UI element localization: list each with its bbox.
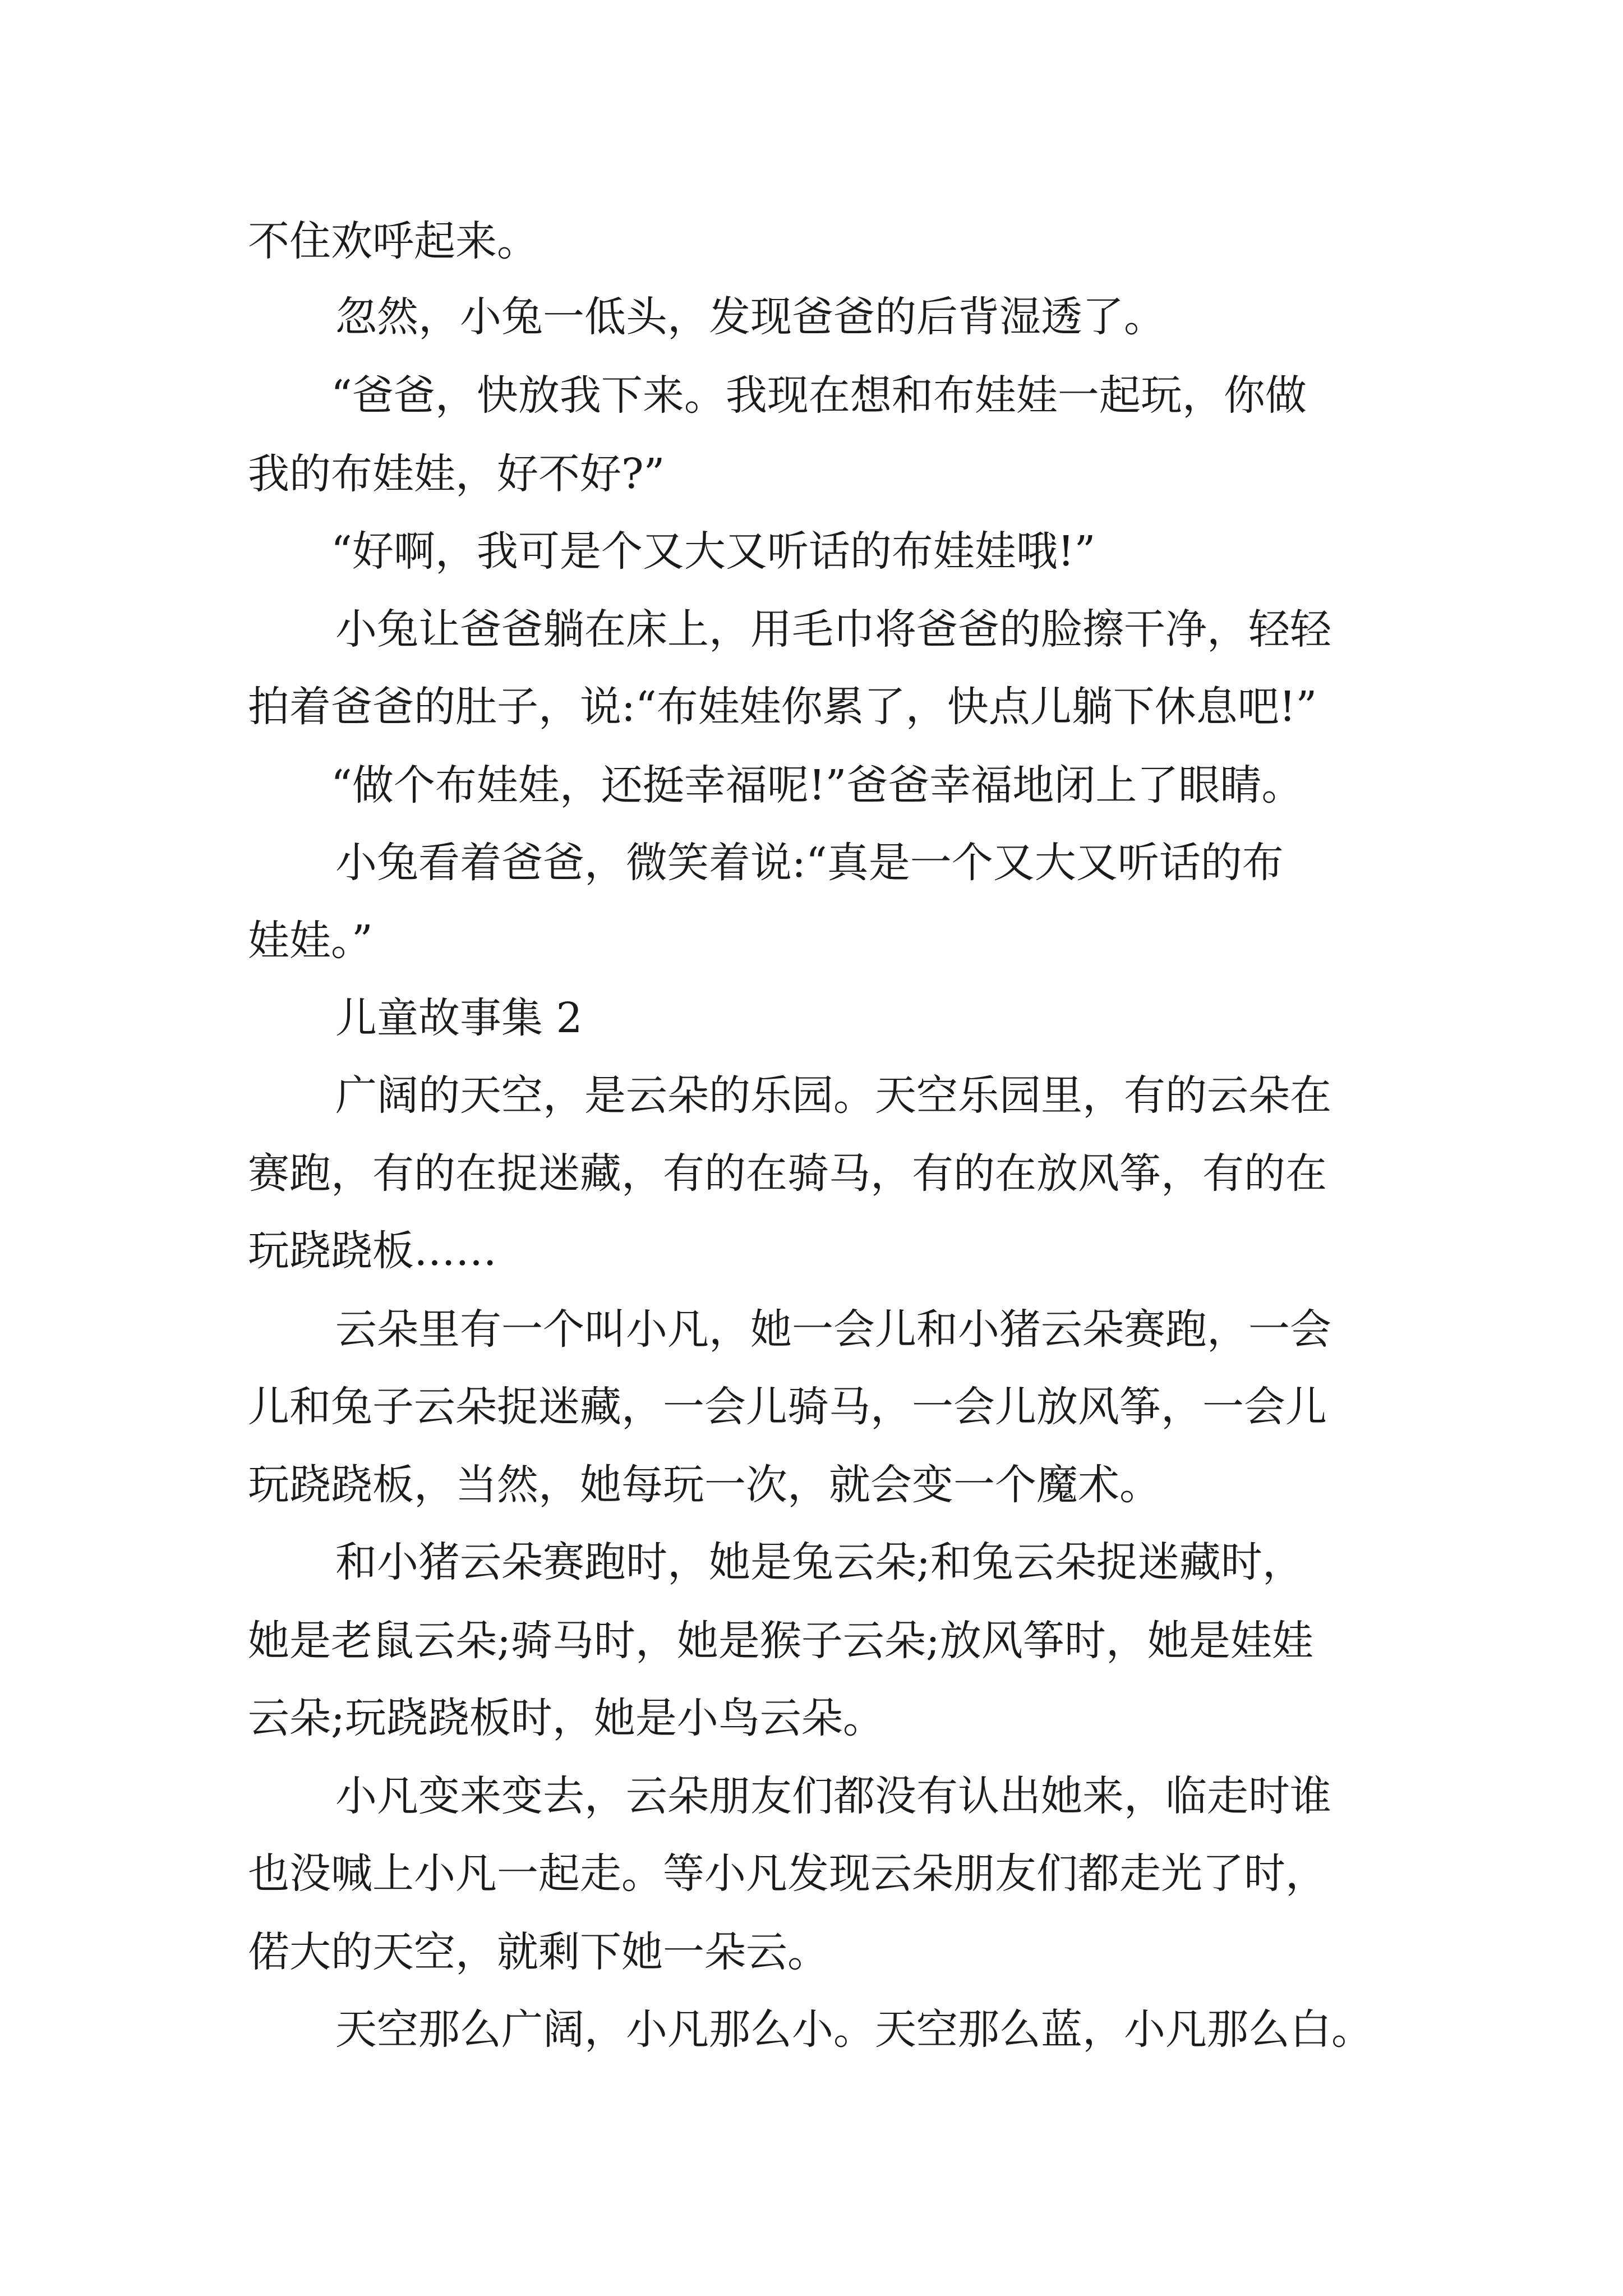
text-line: 儿和兔子云朵捉迷藏，一会儿骑马，一会儿放风筝，一会儿 (248, 1383, 1327, 1431)
text-line: 玩跷跷板…… (248, 1227, 497, 1275)
text-line: 云朵里有一个叫小凡，她一会儿和小猪云朵赛跑，一会 (335, 1305, 1331, 1354)
text-line: “好啊，我可是个又大又听话的布娃娃哦!” (331, 527, 1096, 576)
text-line: 赛跑，有的在捉迷藏，有的在骑马，有的在放风筝，有的在 (248, 1149, 1327, 1198)
text-line: 忽然，小兔一低头，发现爸爸的后背湿透了。 (335, 293, 1165, 341)
text-line: 小兔让爸爸躺在床上，用毛巾将爸爸的脸擦干净，轻轻 (335, 605, 1331, 654)
text-line: 我的布娃娃，好不好?” (248, 450, 665, 498)
text-line: 娃娃。” (248, 917, 373, 965)
text-line: 不住欢呼起来。 (248, 217, 538, 265)
section-heading: 儿童故事集 2 (335, 994, 583, 1042)
text-line: 偌大的天空，就剩下她一朵云。 (248, 1928, 829, 1976)
text-line: 小凡变来变去，云朵朋友们都没有认出她来，临走时谁 (335, 1772, 1331, 1820)
text-line: “爸爸，快放我下来。我现在想和布娃娃一起玩，你做 (331, 371, 1307, 420)
text-line: 小兔看着爸爸，微笑着说:“真是一个又大又听话的布 (335, 839, 1284, 887)
text-line: 天空那么广阔，小凡那么小。天空那么蓝，小凡那么白。 (335, 2005, 1373, 2054)
text-line: 广阔的天空，是云朵的乐园。天空乐园里，有的云朵在 (335, 1071, 1331, 1120)
text-line: 拍着爸爸的肚子，说:“布娃娃你累了，快点儿躺下休息吧!” (248, 683, 1317, 731)
text-line: “做个布娃娃，还挺幸福呢!”爸爸幸福地闭上了眼睛。 (331, 761, 1303, 809)
text-line: 和小猪云朵赛跑时，她是兔云朵;和兔云朵捉迷藏时， (335, 1538, 1304, 1586)
text-line: 玩跷跷板，当然，她每玩一次，就会变一个魔术。 (248, 1461, 1161, 1509)
text-line: 她是老鼠云朵;骑马时，她是猴子云朵;放风筝时，她是娃娃 (248, 1617, 1313, 1665)
text-line: 云朵;玩跷跷板时，她是小鸟云朵。 (248, 1694, 884, 1742)
text-line: 也没喊上小凡一起走。等小凡发现云朵朋友们都走光了时， (248, 1849, 1327, 1898)
